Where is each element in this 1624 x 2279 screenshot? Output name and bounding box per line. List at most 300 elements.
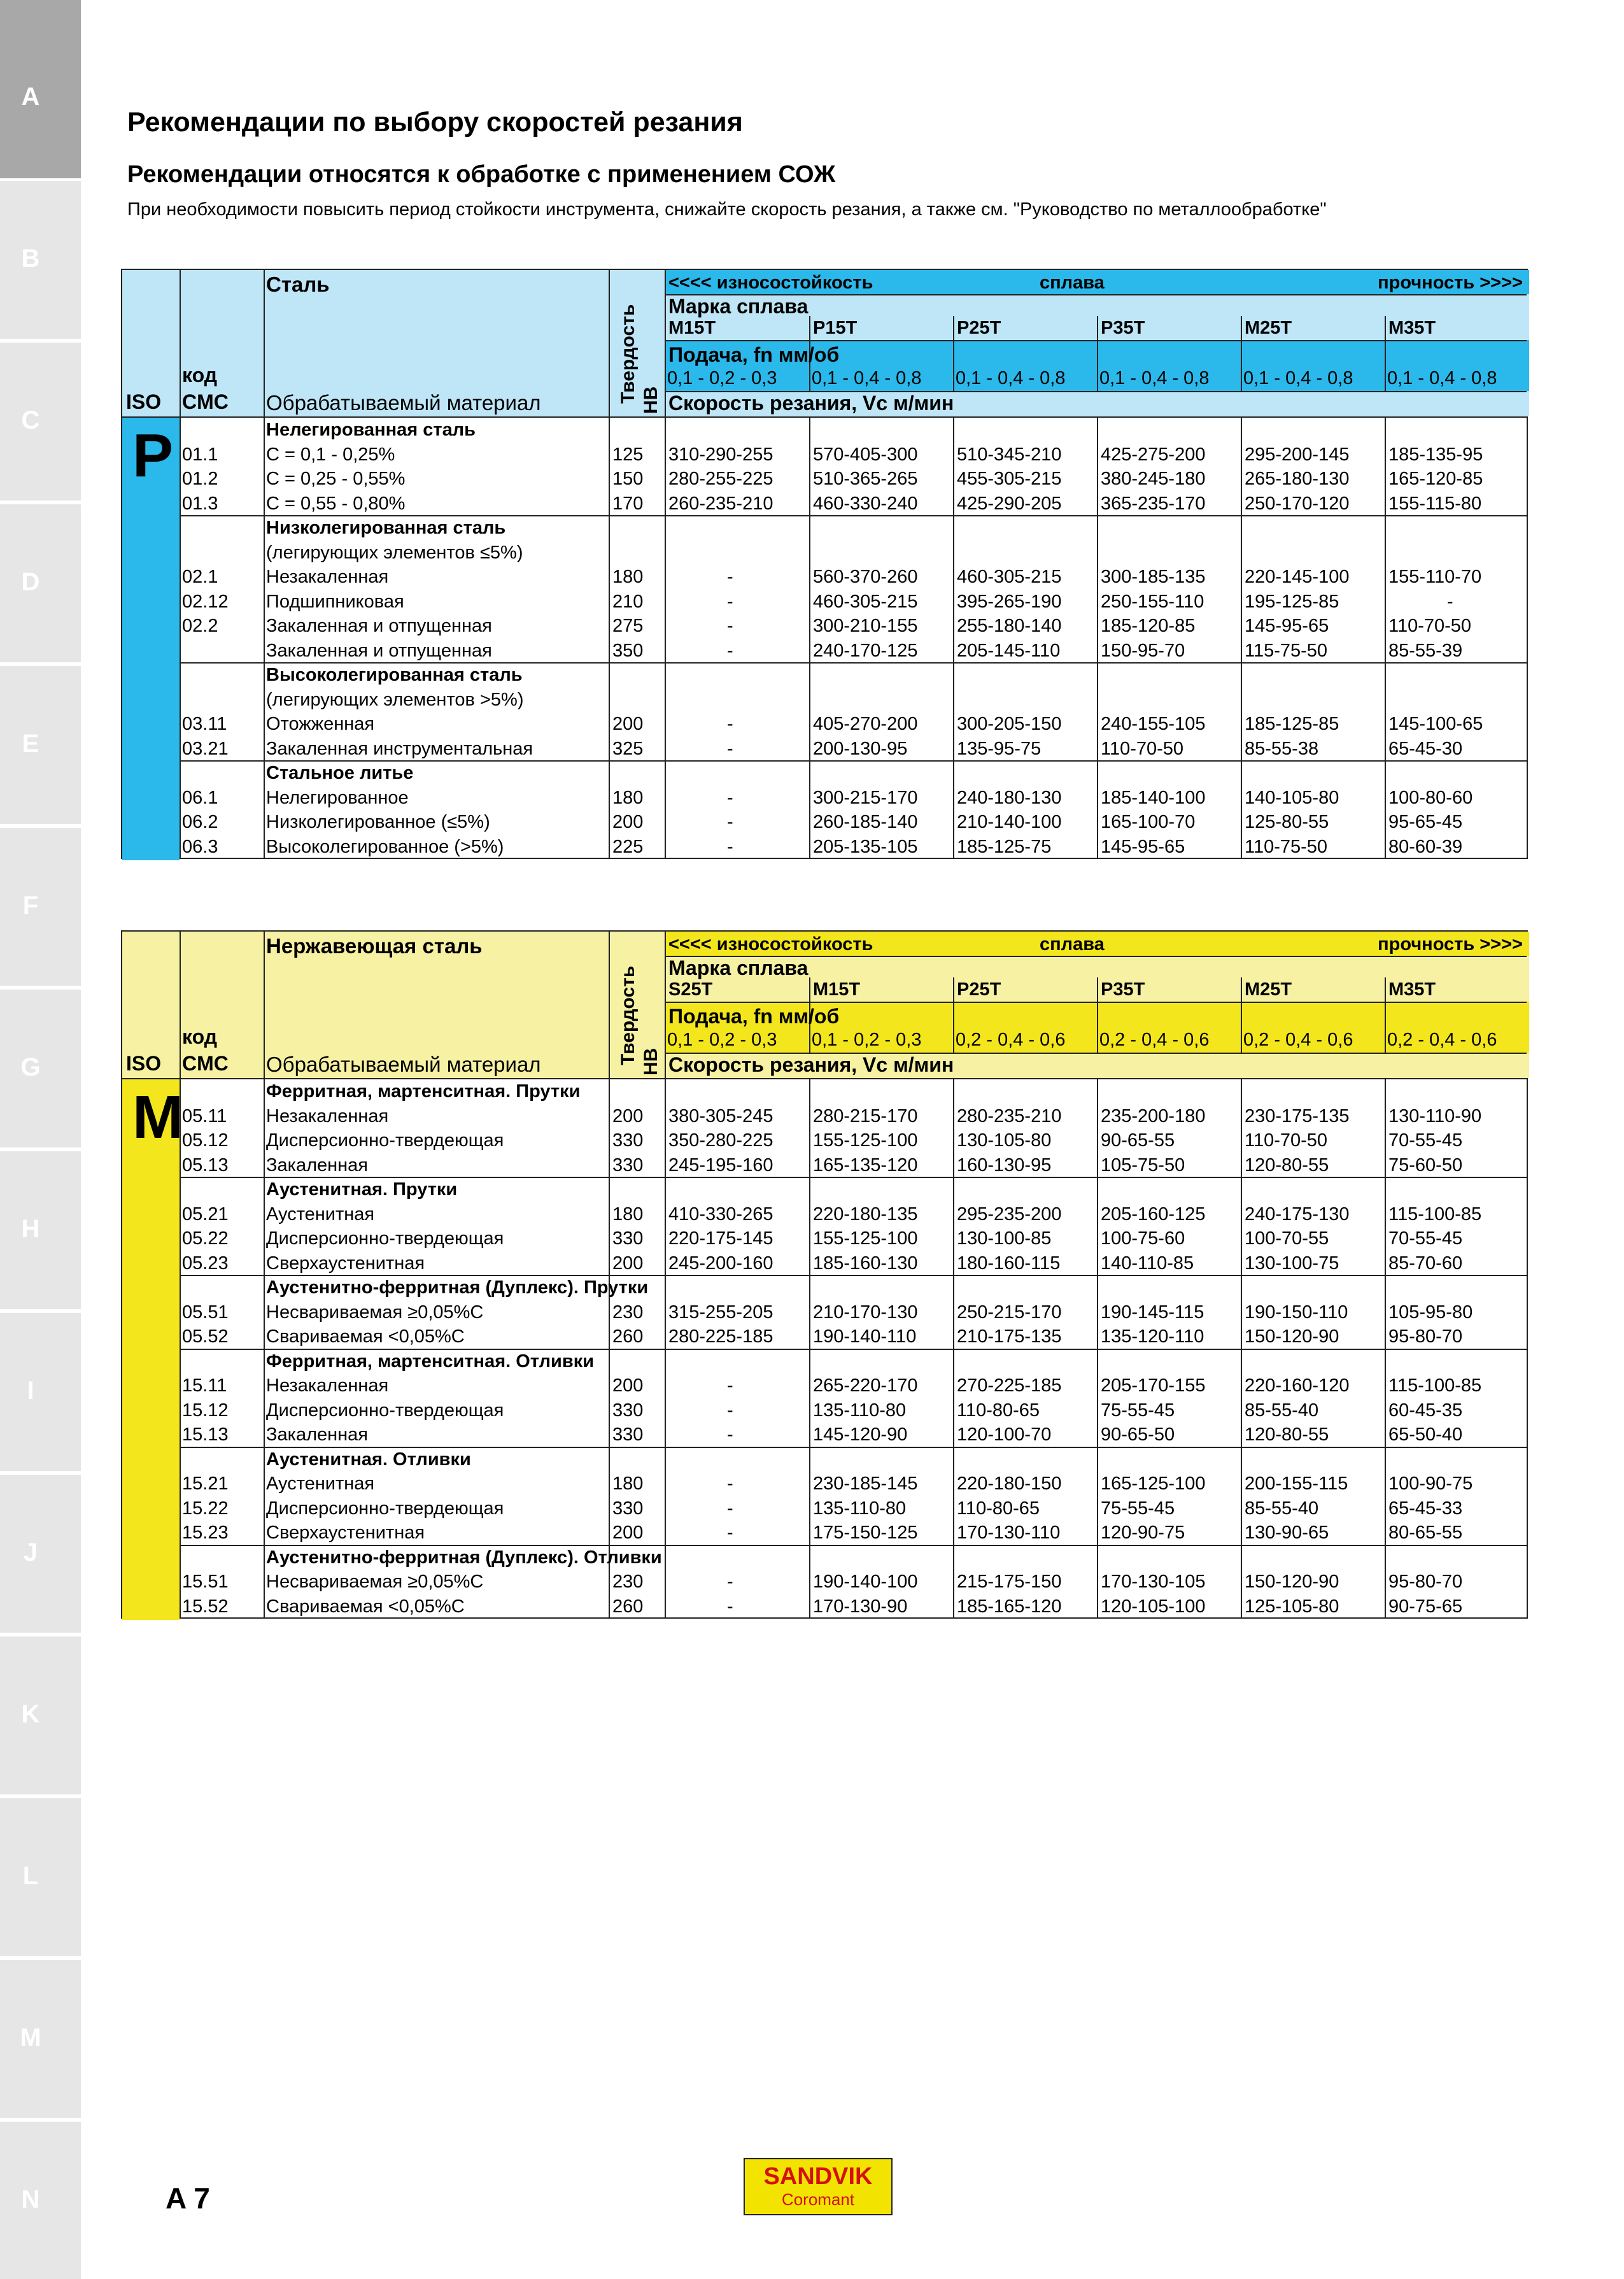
- speed-value: 105-95-80: [1388, 1302, 1473, 1323]
- speed-value: 250-170-120: [1245, 493, 1350, 514]
- speed-value: 85-55-39: [1388, 640, 1463, 661]
- speed-value: 190-140-100: [813, 1572, 918, 1592]
- hardness-value: 200: [612, 1375, 644, 1396]
- section-tab-label: H: [21, 1215, 40, 1243]
- section-tab-label: G: [20, 1053, 41, 1081]
- group-title: Ферритная, мартенситная. Прутки: [266, 1081, 581, 1102]
- speed-value: 240-170-125: [813, 640, 918, 661]
- section-tab-a[interactable]: [0, 0, 81, 178]
- feed-value: 0,2 - 0,4 - 0,6: [1387, 1030, 1497, 1050]
- section-tab-label: L: [22, 1862, 39, 1890]
- speed-value: 235-200-180: [1101, 1105, 1206, 1126]
- grade-p25t: P25T: [957, 318, 1001, 338]
- cmc-code: 15.13: [182, 1424, 229, 1445]
- speed-value: 65-45-30: [1388, 738, 1463, 759]
- cmc-code: 05.52: [182, 1326, 229, 1347]
- hardness-value: 180: [612, 567, 644, 587]
- speed-value: 120-100-70: [957, 1424, 1052, 1445]
- cmc-code: 05.21: [182, 1203, 229, 1225]
- material-name: C = 0,55 - 0,80%: [266, 493, 406, 514]
- speed-value: 570-405-300: [813, 444, 918, 465]
- speed-value: 85-55-40: [1245, 1498, 1319, 1519]
- speed-value: 100-70-55: [1245, 1228, 1329, 1249]
- section-tab-g[interactable]: [0, 990, 81, 1147]
- section-tab-label: A: [21, 83, 40, 111]
- speed-value: 205-160-125: [1101, 1203, 1206, 1225]
- group-title: Нелегированная сталь: [266, 420, 476, 440]
- section-tab-j[interactable]: [0, 1475, 81, 1633]
- speed-value: -: [727, 738, 733, 759]
- speed-value: 300-215-170: [813, 787, 918, 808]
- speed-value: 215-175-150: [957, 1572, 1062, 1592]
- speed-value: 190-145-115: [1101, 1302, 1204, 1323]
- speed-value: 120-90-75: [1101, 1523, 1185, 1543]
- speed-value: 95-80-70: [1388, 1572, 1463, 1592]
- section-tab-i[interactable]: [0, 1313, 81, 1471]
- column-divider: [1097, 416, 1098, 858]
- material-name: Низколегированное (≤5%): [266, 812, 490, 832]
- hardness-value: 330: [612, 1130, 644, 1151]
- speed-value: -: [727, 567, 733, 587]
- cmc-code: 02.2: [182, 616, 218, 636]
- speed-value: -: [727, 1572, 733, 1592]
- speed-value: 100-75-60: [1101, 1228, 1185, 1249]
- speed-value: 65-45-33: [1388, 1498, 1463, 1519]
- speed-value: 155-115-80: [1388, 493, 1482, 514]
- speed-value: 200-130-95: [813, 738, 908, 759]
- speed-value: 460-305-215: [813, 591, 918, 612]
- cmc-code: 01.2: [182, 469, 218, 489]
- code-header: код: [182, 1025, 218, 1048]
- hardness-value: 125: [612, 444, 644, 465]
- speed-value: 95-65-45: [1388, 812, 1463, 832]
- speed-value: 120-80-55: [1245, 1424, 1329, 1445]
- speed-value: 205-135-105: [813, 836, 918, 857]
- feed-value: 0,2 - 0,4 - 0,6: [1243, 1030, 1353, 1050]
- scale-right: прочность >>>>: [1378, 273, 1523, 293]
- material-name: Несвариваемая ≥0,05%C: [266, 1302, 484, 1323]
- speed-value: 230-185-145: [813, 1473, 918, 1494]
- speed-value: 245-200-160: [668, 1253, 773, 1274]
- speed-value: 155-110-70: [1388, 567, 1482, 587]
- scale-left: <<<< износостойкость: [668, 934, 873, 955]
- speed-value: 115-100-85: [1388, 1375, 1482, 1396]
- grade-m25t: M25T: [1245, 979, 1292, 1000]
- speed-value: -: [727, 591, 733, 612]
- speed-value: 130-90-65: [1245, 1523, 1329, 1543]
- speed-value: 145-95-65: [1101, 836, 1185, 857]
- feed-value: 0,2 - 0,4 - 0,6: [956, 1030, 1066, 1050]
- header-col-divider: [1097, 977, 1098, 1053]
- speed-value: 65-50-40: [1388, 1424, 1463, 1445]
- feed-label: Подача, fn мм/об: [668, 343, 840, 366]
- material-name: Высоколегированное (>5%): [266, 836, 504, 857]
- material-name: Незакаленная: [266, 1105, 389, 1126]
- hardness-value: 230: [612, 1302, 644, 1323]
- speed-value: 150-120-90: [1245, 1326, 1339, 1347]
- speed-value: -: [727, 1596, 733, 1617]
- cmc-code: 15.52: [182, 1596, 229, 1617]
- speed-value: 125-105-80: [1245, 1596, 1339, 1617]
- speed-value: 115-100-85: [1388, 1203, 1482, 1225]
- section-tab-label: B: [21, 245, 40, 273]
- speed-value: 110-75-50: [1245, 836, 1328, 857]
- material-name: Сверхаустенитная: [266, 1253, 425, 1274]
- speed-value: -: [727, 1424, 733, 1445]
- speed-value: 170-130-110: [957, 1523, 1061, 1543]
- column-divider: [809, 1078, 810, 1617]
- cmc-code: 15.12: [182, 1400, 229, 1421]
- grade-m15t: M15T: [668, 318, 716, 338]
- section-tab-m[interactable]: [0, 1960, 81, 2118]
- speed-value: 460-330-240: [813, 493, 918, 514]
- speed-value: 75-60-50: [1388, 1154, 1463, 1175]
- header-col-divider: [1241, 977, 1242, 1053]
- cmc-code: 05.51: [182, 1302, 229, 1323]
- speed-value: 380-245-180: [1101, 469, 1206, 489]
- section-tab-l[interactable]: [0, 1798, 81, 1956]
- speed-value: -: [1447, 591, 1453, 612]
- cmc-code: 02.12: [182, 591, 229, 612]
- hardness-header: Твердость: [618, 304, 639, 404]
- material-name: Несвариваемая ≥0,05%C: [266, 1572, 484, 1592]
- cmc-code: 15.11: [182, 1375, 227, 1396]
- speed-value: -: [727, 1375, 733, 1396]
- speed-value: 105-75-50: [1101, 1154, 1185, 1175]
- hardness-value: 210: [612, 591, 644, 612]
- group-title: Ферритная, мартенситная. Отливки: [266, 1351, 595, 1372]
- speed-value: 160-130-95: [957, 1154, 1052, 1175]
- hardness-value: 330: [612, 1400, 644, 1421]
- cmc-code: 02.1: [182, 567, 218, 587]
- speed-value: 140-110-85: [1101, 1253, 1194, 1274]
- speed-value: 150-95-70: [1101, 640, 1185, 661]
- feed-value: 0,1 - 0,4 - 0,8: [1243, 368, 1353, 388]
- cmc-code: 15.22: [182, 1498, 229, 1519]
- speed-value: 265-180-130: [1245, 469, 1350, 489]
- sandvik-coromant-logo: [744, 2158, 893, 2215]
- material-header: Обрабатываемый материал: [266, 1053, 541, 1076]
- group-title: Аустенитная. Прутки: [266, 1179, 458, 1200]
- section-tab-e[interactable]: [0, 666, 81, 824]
- speed-value: 200-155-115: [1245, 1473, 1348, 1494]
- speed-value: 180-160-115: [957, 1253, 1061, 1274]
- speed-value: -: [727, 616, 733, 636]
- speed-value: 80-60-39: [1388, 836, 1463, 857]
- speed-value: 220-145-100: [1245, 567, 1350, 587]
- hardness-value: 200: [612, 714, 644, 734]
- material-name: Дисперсионно-твердеющая: [266, 1498, 504, 1519]
- header-col-divider: [953, 977, 954, 1053]
- header-col-divider: [1097, 316, 1098, 391]
- material-name: Закаленная: [266, 1154, 369, 1175]
- speed-value: 260-185-140: [813, 812, 918, 832]
- cmc-code: 03.21: [182, 738, 229, 759]
- section-tab-label: N: [21, 2185, 40, 2213]
- grade-m15t: M15T: [813, 979, 861, 1000]
- speed-value: 220-180-150: [957, 1473, 1062, 1494]
- speed-value: 90-65-55: [1101, 1130, 1175, 1151]
- hb-header: HB: [640, 386, 661, 414]
- group-title: Стальное литье: [266, 763, 414, 783]
- scale-left: <<<< износостойкость: [668, 273, 873, 293]
- speed-value: 85-70-60: [1388, 1253, 1463, 1274]
- section-tab-label: F: [22, 891, 39, 919]
- column-divider: [180, 270, 181, 858]
- hardness-header: Твердость: [618, 965, 639, 1065]
- speed-value: 135-120-110: [1101, 1326, 1204, 1347]
- column-divider: [609, 270, 610, 858]
- column-divider: [953, 416, 954, 858]
- speed-value: -: [727, 1498, 733, 1519]
- iso-group-letter: P: [132, 422, 174, 490]
- cmc-code: 06.2: [182, 812, 218, 832]
- grade-label: Марка сплава: [668, 295, 808, 318]
- speed-value: 270-225-185: [957, 1375, 1062, 1396]
- cmc-code: 03.11: [182, 714, 227, 734]
- hardness-value: 330: [612, 1228, 644, 1249]
- speed-value: 125-80-55: [1245, 812, 1329, 832]
- grade-p15t: P15T: [813, 318, 858, 338]
- column-divider: [665, 270, 666, 858]
- grade-m35t: M35T: [1388, 318, 1436, 338]
- speed-value: 75-55-45: [1101, 1400, 1175, 1421]
- speed-value: 365-235-170: [1101, 493, 1206, 514]
- cmc-code: 05.12: [182, 1130, 229, 1151]
- material-name: Незакаленная: [266, 567, 389, 587]
- speed-value: 85-55-38: [1245, 738, 1319, 759]
- group-title: Аустенитная. Отливки: [266, 1449, 471, 1470]
- material-name: Незакаленная: [266, 1375, 389, 1396]
- feed-value: 0,1 - 0,4 - 0,8: [1387, 368, 1497, 388]
- section-tab-c[interactable]: [0, 343, 81, 501]
- speed-value: 145-100-65: [1388, 714, 1483, 734]
- speed-value: 300-210-155: [813, 616, 918, 636]
- feed-value: 0,1 - 0,4 - 0,8: [956, 368, 1066, 388]
- speed-value: 265-220-170: [813, 1375, 918, 1396]
- cmc-code: 01.3: [182, 493, 218, 514]
- speed-value: 130-100-85: [957, 1228, 1052, 1249]
- speed-value: 90-65-50: [1101, 1424, 1175, 1445]
- speed-value: 150-120-90: [1245, 1572, 1339, 1592]
- speed-value: -: [727, 1400, 733, 1421]
- speed-value: 155-125-100: [813, 1228, 918, 1249]
- speed-value: 220-180-135: [813, 1203, 918, 1225]
- cmc-code: 15.23: [182, 1523, 229, 1543]
- speed-value: 280-255-225: [668, 469, 773, 489]
- header-col-divider: [1385, 316, 1386, 391]
- cutting-speed-table-p: [121, 269, 1528, 859]
- speed-value: 185-125-85: [1245, 714, 1339, 734]
- cutting-speed-table-m: [121, 930, 1528, 1619]
- material-name: Подшипниковая: [266, 591, 404, 612]
- speed-value: 190-140-110: [813, 1326, 917, 1347]
- speed-value: 280-225-185: [668, 1326, 773, 1347]
- cmc-code: 05.13: [182, 1154, 229, 1175]
- group-subtitle: (легирующих элементов ≤5%): [266, 542, 523, 563]
- feed-value: 0,1 - 0,2 - 0,3: [812, 1030, 922, 1050]
- section-tab-label: C: [21, 406, 40, 434]
- hardness-value: 150: [612, 469, 644, 489]
- speed-value: 250-155-110: [1101, 591, 1204, 612]
- section-tab-d[interactable]: [0, 504, 81, 662]
- material-name: Сверхаустенитная: [266, 1523, 425, 1543]
- speed-value: 70-55-45: [1388, 1228, 1463, 1249]
- hardness-value: 200: [612, 1523, 644, 1543]
- hardness-value: 225: [612, 836, 644, 857]
- column-divider: [1241, 416, 1242, 858]
- speed-value: 380-305-245: [668, 1105, 773, 1126]
- material-name: Свариваемая <0,05%C: [266, 1326, 465, 1347]
- scale-right: прочность >>>>: [1378, 934, 1523, 955]
- speed-value: 110-70-50: [1101, 738, 1184, 759]
- hardness-value: 350: [612, 640, 644, 661]
- iso-group-letter: M: [132, 1083, 183, 1151]
- speed-value: 190-150-110: [1245, 1302, 1348, 1323]
- grade-m35t: M35T: [1388, 979, 1436, 1000]
- code-header: код: [182, 364, 218, 387]
- speed-value: 130-110-90: [1388, 1105, 1482, 1126]
- material-name: C = 0,1 - 0,25%: [266, 444, 395, 465]
- speed-value: 185-120-85: [1101, 616, 1196, 636]
- speed-value: 140-105-80: [1245, 787, 1339, 808]
- group-title: Низколегированная сталь: [266, 518, 506, 538]
- speed-value: 165-120-85: [1388, 469, 1483, 489]
- section-tab-label: E: [22, 730, 39, 758]
- material-name: C = 0,25 - 0,55%: [266, 469, 406, 489]
- logo-subbrand: Coromant: [781, 2190, 855, 2209]
- scale-mid: сплава: [1040, 273, 1105, 293]
- group-title: Высоколегированная сталь: [266, 665, 523, 685]
- section-tabs: [0, 0, 81, 2279]
- speed-value: 240-175-130: [1245, 1203, 1350, 1225]
- speed-value: 170-130-105: [1101, 1572, 1206, 1592]
- feed-value: 0,1 - 0,2 - 0,3: [667, 368, 777, 388]
- cmc-code: 15.51: [182, 1572, 229, 1592]
- speed-value: 100-80-60: [1388, 787, 1473, 808]
- cmc-code: 15.21: [182, 1473, 229, 1494]
- speed-value: 60-45-35: [1388, 1400, 1463, 1421]
- cmc-code: 05.11: [182, 1105, 227, 1126]
- speed-value: 155-125-100: [813, 1130, 918, 1151]
- section-tab-label: I: [27, 1377, 34, 1405]
- feed-label: Подача, fn мм/об: [668, 1005, 840, 1028]
- hardness-value: 180: [612, 787, 644, 808]
- speed-value: 230-175-135: [1245, 1105, 1350, 1126]
- speed-value: 175-150-125: [813, 1523, 918, 1543]
- speed-value: -: [727, 787, 733, 808]
- material-name: Свариваемая <0,05%C: [266, 1596, 465, 1617]
- section-tab-k[interactable]: [0, 1636, 81, 1794]
- section-tab-n[interactable]: [0, 2122, 81, 2279]
- hardness-value: 260: [612, 1326, 644, 1347]
- speed-value: 165-100-70: [1101, 812, 1196, 832]
- speed-value: 240-155-105: [1101, 714, 1206, 734]
- speed-value: 300-205-150: [957, 714, 1062, 734]
- speed-value: 405-270-200: [813, 714, 918, 734]
- column-divider: [1385, 416, 1386, 858]
- hardness-value: 230: [612, 1572, 644, 1592]
- speed-value: 220-160-120: [1245, 1375, 1350, 1396]
- iso-header: ISO: [126, 390, 162, 413]
- cmc-code: 05.22: [182, 1228, 229, 1249]
- speed-value: 510-345-210: [957, 444, 1062, 465]
- band-divider: [665, 340, 1527, 341]
- section-tab-label: D: [21, 568, 40, 596]
- header-col-divider: [1241, 316, 1242, 391]
- speed-value: 110-80-65: [957, 1498, 1040, 1519]
- feed-value: 0,1 - 0,2 - 0,3: [667, 1030, 777, 1050]
- speed-value: 120-80-55: [1245, 1154, 1329, 1175]
- section-tab-h[interactable]: [0, 1151, 81, 1309]
- column-divider: [953, 1078, 954, 1617]
- hardness-value: 325: [612, 738, 644, 759]
- speed-value: -: [727, 812, 733, 832]
- speed-value: 145-95-65: [1245, 616, 1329, 636]
- scale-mid: сплава: [1040, 934, 1105, 955]
- speed-value: 460-305-215: [957, 567, 1062, 587]
- table-category: Сталь: [266, 273, 330, 296]
- speed-value: 145-120-90: [813, 1424, 908, 1445]
- speed-value: 295-200-145: [1245, 444, 1350, 465]
- material-name: Дисперсионно-твердеющая: [266, 1130, 504, 1151]
- cmc-header: CMC: [182, 390, 229, 413]
- speed-value: 95-80-70: [1388, 1326, 1463, 1347]
- header-col-divider: [1385, 977, 1386, 1053]
- speed-value: 185-135-95: [1388, 444, 1483, 465]
- hardness-value: 170: [612, 493, 644, 514]
- speed-value: 205-170-155: [1101, 1375, 1206, 1396]
- speed-value: 210-175-135: [957, 1326, 1062, 1347]
- speed-value: -: [727, 714, 733, 734]
- grade-p35t: P35T: [1101, 318, 1145, 338]
- grade-p25t: P25T: [957, 979, 1001, 1000]
- speed-value: 80-65-55: [1388, 1523, 1463, 1543]
- speed-value: 240-180-130: [957, 787, 1062, 808]
- section-tab-f[interactable]: [0, 828, 81, 986]
- hb-header: HB: [640, 1047, 661, 1076]
- material-name: Закаленная: [266, 1424, 369, 1445]
- speed-value: 135-95-75: [957, 738, 1041, 759]
- grade-p35t: P35T: [1101, 979, 1145, 1000]
- column-divider: [1385, 1078, 1386, 1617]
- group-title: Аустенитно-ферритная (Дуплекс). Отливки: [266, 1547, 662, 1568]
- feed-value: 0,1 - 0,4 - 0,8: [812, 368, 922, 388]
- speed-value: 315-255-205: [668, 1302, 773, 1323]
- speed-value: 85-55-40: [1245, 1400, 1319, 1421]
- cmc-code: 06.1: [182, 787, 218, 808]
- cmc-code: 01.1: [182, 444, 218, 465]
- feed-value: 0,1 - 0,4 - 0,8: [1099, 368, 1210, 388]
- logo-brand: SANDVIK: [763, 2163, 873, 2190]
- material-header: Обрабатываемый материал: [266, 391, 541, 415]
- section-tab-b[interactable]: [0, 181, 81, 339]
- speed-value: 210-140-100: [957, 812, 1062, 832]
- group-subtitle: (легирующих элементов >5%): [266, 689, 524, 710]
- band-divider: [665, 1002, 1527, 1003]
- speed-value: 220-175-145: [668, 1228, 773, 1249]
- column-divider: [809, 416, 810, 858]
- speed-value: 295-235-200: [957, 1203, 1062, 1225]
- page-subtitle: Рекомендации относятся к обработке с применением СОЖ: [127, 161, 836, 188]
- material-name: Закаленная и отпущенная: [266, 616, 492, 636]
- cmc-code: 06.3: [182, 836, 218, 857]
- speed-value: 250-215-170: [957, 1302, 1062, 1323]
- group-title: Аустенитно-ферритная (Дуплекс). Прутки: [266, 1277, 649, 1298]
- page-number: A 7: [166, 2182, 210, 2215]
- material-name: Дисперсионно-твердеющая: [266, 1228, 504, 1249]
- iso-letter-bg: [122, 1078, 180, 1620]
